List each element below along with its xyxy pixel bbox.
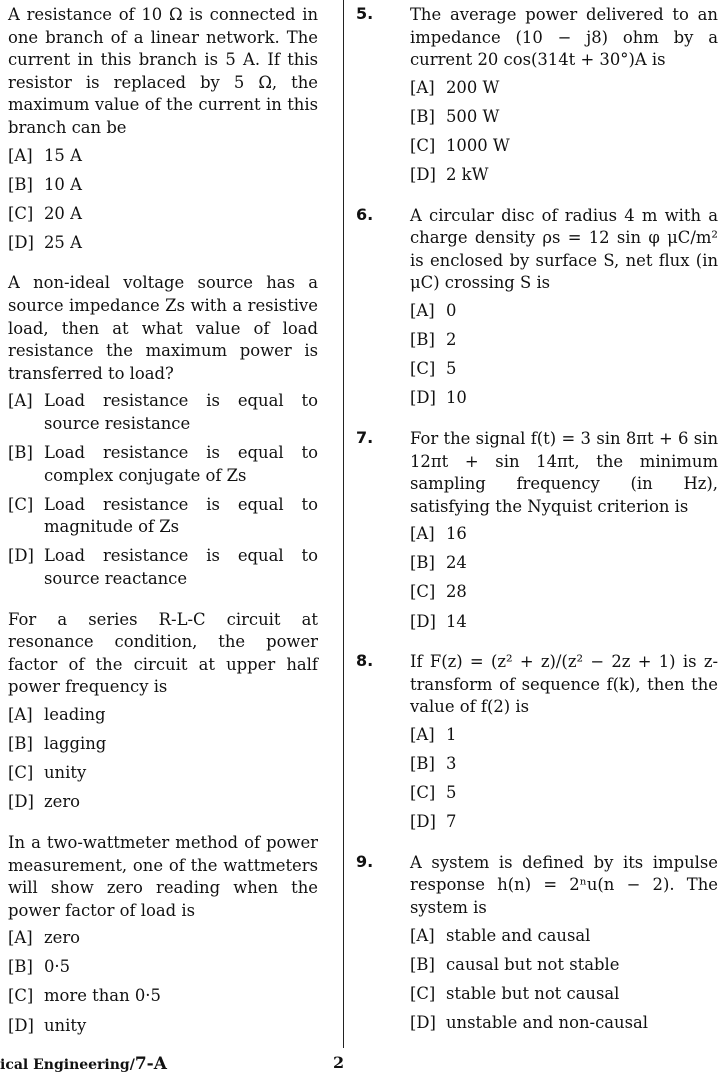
option-label: [D] bbox=[410, 165, 436, 185]
options-list bbox=[8, 704, 318, 814]
options-list bbox=[8, 145, 318, 255]
option-c[interactable] bbox=[410, 135, 718, 158]
option-text: 5 bbox=[446, 783, 457, 803]
option-label: [D] bbox=[8, 546, 34, 566]
options-list bbox=[410, 77, 718, 187]
options-list bbox=[410, 724, 718, 834]
option-label: [B] bbox=[8, 734, 33, 754]
option-label: [A] bbox=[410, 724, 435, 744]
option-label: [B] bbox=[8, 957, 33, 977]
option-label: [A] bbox=[410, 77, 435, 97]
options-list bbox=[410, 300, 718, 410]
option-text: 28 bbox=[446, 582, 467, 602]
option-label: [A] bbox=[8, 928, 33, 948]
option-text: 14 bbox=[446, 611, 467, 631]
question-number: 5. bbox=[356, 4, 374, 23]
option-label: [C] bbox=[410, 983, 436, 1003]
question-1 bbox=[8, 4, 318, 254]
option-b[interactable] bbox=[8, 956, 318, 979]
option-b[interactable] bbox=[410, 106, 718, 129]
option-a[interactable] bbox=[410, 724, 718, 747]
option-a[interactable] bbox=[8, 390, 318, 435]
option-text: 24 bbox=[446, 553, 467, 573]
option-d[interactable] bbox=[8, 791, 318, 814]
right-column bbox=[356, 4, 718, 1050]
option-d[interactable] bbox=[8, 545, 318, 590]
option-label: [C] bbox=[410, 783, 436, 803]
option-text: 1000 W bbox=[446, 135, 510, 155]
option-text: Load resistance is equal to source resistance bbox=[44, 391, 318, 433]
option-text: 10 A bbox=[44, 174, 82, 194]
page-footer bbox=[0, 1054, 167, 1074]
option-text: 15 A bbox=[44, 145, 82, 165]
option-d[interactable] bbox=[410, 1012, 718, 1035]
option-label: [C] bbox=[8, 494, 34, 514]
footer-paper-code: 7-A bbox=[134, 1054, 167, 1074]
option-b[interactable] bbox=[410, 954, 718, 977]
option-text: zero bbox=[44, 928, 81, 948]
option-text: 16 bbox=[446, 524, 467, 544]
option-a[interactable] bbox=[8, 927, 318, 950]
option-text: causal but not stable bbox=[446, 954, 620, 974]
option-c[interactable] bbox=[8, 985, 318, 1008]
option-label: [A] bbox=[410, 301, 435, 321]
question-stem: A resistance of 10 Ω is connected in one branch of a linear network. The current in this branch is 5 A. If this resistor is replaced by 5 Ω, the maximum value of the current in this branch can be bbox=[8, 5, 318, 137]
question-4 bbox=[8, 832, 318, 1037]
option-text: 10 bbox=[446, 388, 467, 408]
option-a[interactable] bbox=[8, 145, 318, 168]
option-label: [A] bbox=[8, 145, 33, 165]
options-list bbox=[8, 927, 318, 1037]
option-text: Load resistance is equal to magnitude of Zs bbox=[44, 494, 318, 537]
question-8 bbox=[356, 651, 718, 834]
option-b[interactable] bbox=[410, 552, 718, 575]
left-column bbox=[8, 4, 318, 1053]
option-text: 500 W bbox=[446, 106, 500, 126]
option-label: [D] bbox=[410, 611, 436, 631]
option-c[interactable] bbox=[410, 782, 718, 805]
question-5 bbox=[356, 4, 718, 187]
option-b[interactable] bbox=[8, 733, 318, 756]
question-stem: A non-ideal voltage source has a source impedance Zs with a resistive load, then at what value of load resistance the maximum power is transferred to load? bbox=[8, 273, 318, 383]
option-label: [D] bbox=[410, 1012, 436, 1032]
option-b[interactable] bbox=[8, 174, 318, 197]
option-c[interactable] bbox=[8, 762, 318, 785]
option-a[interactable] bbox=[410, 300, 718, 323]
option-text: 25 A bbox=[44, 232, 82, 252]
option-text: 5 bbox=[446, 359, 457, 379]
option-c[interactable] bbox=[410, 358, 718, 381]
option-label: [A] bbox=[410, 524, 435, 544]
option-label: [A] bbox=[8, 705, 33, 725]
option-label: [D] bbox=[8, 792, 34, 812]
options-list bbox=[8, 390, 318, 590]
option-c[interactable] bbox=[8, 203, 318, 226]
option-label: [B] bbox=[8, 443, 33, 463]
option-d[interactable] bbox=[8, 1015, 318, 1038]
option-a[interactable] bbox=[8, 704, 318, 727]
option-label: [B] bbox=[410, 754, 435, 774]
option-c[interactable] bbox=[8, 494, 318, 539]
option-text: unity bbox=[44, 1015, 87, 1035]
option-label: [C] bbox=[8, 763, 34, 783]
question-stem: A circular disc of radius 4 m with a charge density ρs = 12 sin φ μC/m² is enclosed by surface S, net flux (in μC) crossing S is bbox=[410, 205, 718, 293]
option-text: stable and causal bbox=[446, 925, 591, 945]
option-text: leading bbox=[44, 705, 106, 725]
option-label: [B] bbox=[410, 553, 435, 573]
question-9 bbox=[356, 851, 718, 1035]
question-number: 7. bbox=[356, 427, 374, 447]
option-text: 1 bbox=[446, 724, 457, 744]
question-2 bbox=[8, 272, 318, 590]
option-a[interactable] bbox=[410, 925, 718, 948]
option-a[interactable] bbox=[410, 523, 718, 546]
option-text: 0 bbox=[446, 301, 457, 321]
option-text: 2 kW bbox=[446, 165, 489, 185]
page-number: 2 bbox=[333, 1053, 345, 1072]
options-list bbox=[410, 925, 718, 1035]
option-label: [C] bbox=[8, 986, 34, 1006]
question-number: 8. bbox=[356, 651, 374, 671]
question-stem: The average power delivered to an impedance (10 − j8) ohm by a current 20 cos(314t + 30°)A is bbox=[410, 5, 718, 70]
option-d[interactable] bbox=[410, 611, 718, 634]
option-label: [C] bbox=[410, 359, 436, 379]
option-text: Load resistance is equal to source reactance bbox=[44, 546, 318, 589]
option-label: [C] bbox=[410, 582, 436, 602]
option-text: unity bbox=[44, 763, 87, 783]
option-a[interactable] bbox=[410, 77, 718, 100]
question-stem: If F(z) = (z² + z)/(z² − 2z + 1) is z-transform of sequence f(k), then the value of f(2) is bbox=[410, 652, 718, 717]
option-text: unstable and non-causal bbox=[446, 1012, 649, 1032]
option-text: 2 bbox=[446, 330, 457, 350]
option-text: 7 bbox=[446, 812, 457, 832]
option-b[interactable] bbox=[410, 329, 718, 352]
question-3 bbox=[8, 609, 318, 814]
question-stem: For a series R-L-C circuit at resonance condition, the power factor of the circuit at upper half power frequency is bbox=[8, 609, 318, 697]
option-c[interactable] bbox=[410, 581, 718, 604]
option-text: stable but not causal bbox=[446, 983, 620, 1003]
question-6 bbox=[356, 204, 718, 410]
option-d[interactable] bbox=[410, 811, 718, 834]
option-label: [C] bbox=[8, 203, 34, 223]
option-text: more than 0·5 bbox=[44, 986, 161, 1006]
option-d[interactable] bbox=[8, 232, 318, 255]
column-divider bbox=[343, 0, 344, 1048]
option-label: [D] bbox=[8, 1015, 34, 1035]
option-label: [A] bbox=[410, 925, 435, 945]
option-label: [B] bbox=[8, 174, 33, 194]
option-label: [D] bbox=[410, 388, 436, 408]
option-text: 0·5 bbox=[44, 957, 71, 977]
question-stem: A system is defined by its impulse response h(n) = 2ⁿu(n − 2). The system is bbox=[410, 852, 718, 917]
question-7 bbox=[356, 427, 718, 633]
option-d[interactable] bbox=[410, 164, 718, 187]
option-b[interactable] bbox=[8, 442, 318, 487]
options-list bbox=[410, 523, 718, 633]
option-label: [D] bbox=[410, 812, 436, 832]
option-label: [B] bbox=[410, 106, 435, 126]
option-label: [B] bbox=[410, 330, 435, 350]
option-d[interactable] bbox=[410, 387, 718, 410]
option-text: zero bbox=[44, 792, 81, 812]
option-text: lagging bbox=[44, 734, 107, 754]
question-number: 6. bbox=[356, 204, 374, 224]
option-text: 20 A bbox=[44, 203, 82, 223]
option-label: [C] bbox=[410, 135, 436, 155]
question-number: 9. bbox=[356, 851, 374, 871]
option-label: [D] bbox=[8, 232, 34, 252]
option-text: Load resistance is equal to complex conjugate of Zs bbox=[44, 443, 318, 485]
option-label: [B] bbox=[410, 954, 435, 974]
option-b[interactable] bbox=[410, 753, 718, 776]
option-text: 3 bbox=[446, 754, 457, 774]
option-c[interactable] bbox=[410, 983, 718, 1006]
question-stem: For the signal f(t) = 3 sin 8πt + 6 sin 12πt + sin 14πt, the minimum sampling frequency (in Hz), satisfying the Nyquist criterion is bbox=[410, 428, 718, 516]
option-text: 200 W bbox=[446, 77, 500, 97]
footer-subject: ical Engineering/ bbox=[0, 1057, 135, 1073]
question-stem: In a two-wattmeter method of power measurement, one of the wattmeters will show zero reading when the power factor of load is bbox=[8, 832, 318, 920]
option-label: [A] bbox=[8, 391, 33, 411]
